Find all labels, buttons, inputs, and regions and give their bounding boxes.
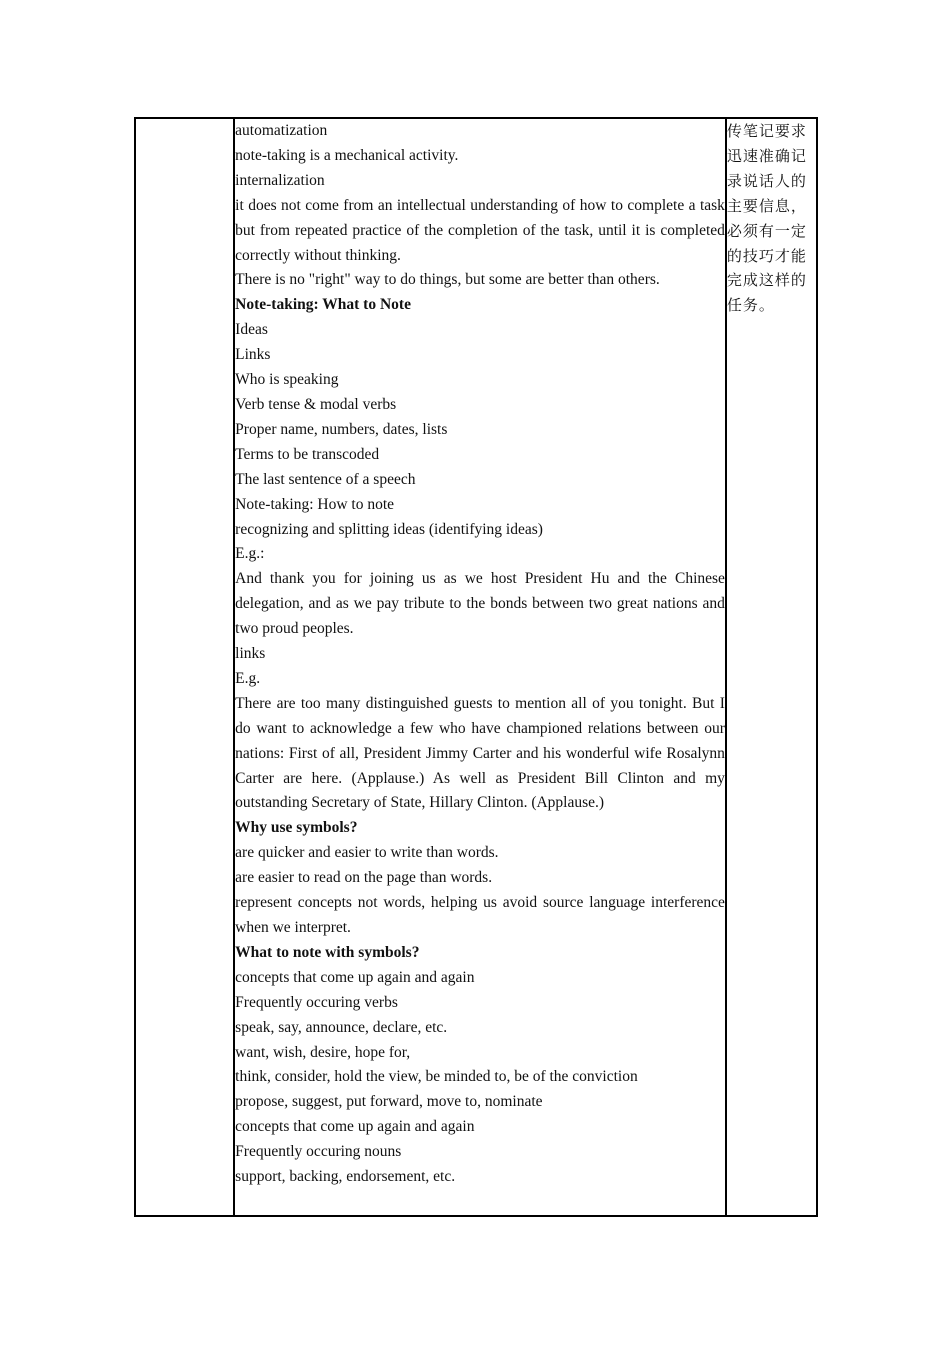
text-paragraph: it does not come from an intellectual understanding of how to complete a task but from repeated practice of the completion of the task, until it is completed correctly without thinking. bbox=[235, 196, 725, 264]
text-line: Proper name, numbers, dates, lists bbox=[235, 420, 448, 438]
text-line: Terms to be transcoded bbox=[235, 445, 380, 463]
text-line: There is no "right" way to do things, but some are better than others. bbox=[235, 271, 660, 289]
text-line: are easier to read on the page than words. bbox=[235, 869, 493, 887]
text-line: want, wish, desire, hope for, bbox=[235, 1043, 411, 1061]
text-line: note-taking is a mechanical activity. bbox=[235, 146, 459, 164]
main-content-cell bbox=[234, 118, 726, 1216]
text-line: Frequently occuring verbs bbox=[235, 993, 398, 1011]
text-line: The last sentence of a speech bbox=[235, 470, 416, 488]
text-line: speak, say, announce, declare, etc. bbox=[235, 1018, 448, 1036]
text-line: think, consider, hold the view, be minded to, be of the conviction bbox=[235, 1068, 638, 1086]
text-line: recognizing and splitting ideas (identifying ideas) bbox=[235, 520, 543, 538]
text-line: are quicker and easier to write than words. bbox=[235, 844, 499, 862]
text-line: concepts that come up again and again bbox=[235, 968, 475, 986]
text-line: Verb tense & modal verbs bbox=[235, 395, 397, 413]
text-line: E.g.: bbox=[235, 545, 265, 563]
text-line: Note-taking: How to note bbox=[235, 495, 395, 513]
table-row bbox=[135, 118, 817, 1216]
content-body bbox=[235, 119, 725, 1190]
text-paragraph: represent concepts not words, helping us avoid source language interference when we interpret. bbox=[235, 894, 725, 936]
text-line: internalization bbox=[235, 171, 325, 189]
side-note-cell bbox=[726, 118, 817, 1216]
text-line: concepts that come up again and again bbox=[235, 1118, 475, 1136]
text-paragraph: There are too many distinguished guests to mention all of you tonight. But I do want to acknowledge a few who have championed relations between our nations: First of all, President Jimmy Carter and his wonderful wife Rosalynn Carter are here. (Applause.) As well as President Bill Clinton and my outstanding Secretary of State, Hillary Clinton. (Applause.) bbox=[235, 694, 725, 812]
empty-left-cell bbox=[135, 118, 234, 1216]
text-line: automatization bbox=[235, 122, 328, 139]
section-heading: Why use symbols? bbox=[235, 819, 358, 837]
text-line: links bbox=[235, 645, 266, 663]
content-table bbox=[134, 117, 818, 1217]
text-line: Frequently occuring nouns bbox=[235, 1143, 402, 1161]
section-heading: What to note with symbols? bbox=[235, 943, 420, 961]
text-line: Who is speaking bbox=[235, 371, 339, 389]
text-line: support, backing, endorsement, etc. bbox=[235, 1168, 456, 1186]
text-line: propose, suggest, put forward, move to, nominate bbox=[235, 1093, 543, 1111]
text-line: Links bbox=[235, 346, 271, 364]
text-line: Ideas bbox=[235, 321, 268, 339]
section-heading: Note-taking: What to Note bbox=[235, 296, 411, 314]
side-note: 传笔记要求迅速准确记录说话人的主要信息，必须有一定的技巧才能完成这样的任务。 bbox=[726, 122, 807, 315]
text-paragraph: And thank you for joining us as we host President Hu and the Chinese delegation, and as we pay tribute to the bonds between two great nations and two proud peoples. bbox=[235, 570, 725, 638]
text-line: E.g. bbox=[235, 669, 261, 687]
